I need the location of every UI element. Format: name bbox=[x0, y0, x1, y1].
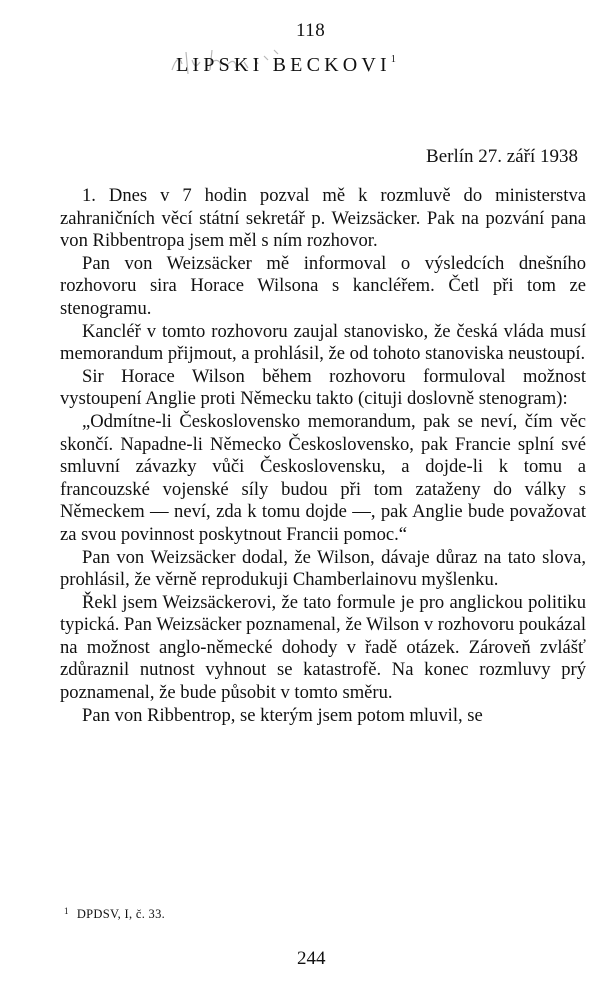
paragraph: Kancléř v tomto rozhovoru zaujal stanovisko, že česká vláda musí memorandum přijmout, a prohlásil, že od tohoto stanoviska neustoupí. bbox=[60, 320, 586, 365]
page-number: 118 bbox=[296, 20, 326, 41]
paragraph: Pan von Weizsäcker mě informoval o výsledcích dnešního rozhovoru sira Horace Wilsona s kancléřem. Četl při tom ze stenogramu. bbox=[60, 252, 586, 319]
title-footnote-mark: 1 bbox=[390, 54, 396, 65]
footnote-mark: 1 bbox=[64, 906, 69, 916]
paragraph: 1. Dnes v 7 hodin pozval mě k rozmluvě do ministerstva zahraničních věcí státní sekretář p. Weizsäcker. Pak na pozvání pana von Ribbentropa jsem měl s ním rozhovor. bbox=[60, 185, 586, 252]
footnote bbox=[64, 906, 165, 922]
paragraph: „Odmítne-li Československo memorandum, pak se neví, čím věc skončí. Napadne-li Německo Československo, pak Francie splní své smluvní závazky vůči Československu, a dojde-li k tomu a francouzské vojenské síly budou při tom zataženy do války s Německem — neví, zda k tomu dojde —, pak Anglie bude považovat za svou povinnost poskytnout Francii pomoc.“ bbox=[60, 410, 586, 545]
letter-title-text: LIPSKI BECKOVI bbox=[176, 54, 391, 76]
paragraph: Řekl jsem Weizsäckerovi, že tato formule je pro anglickou politiku typická. Pan Weizsäcker poznamenal, že Wilson v rozhovoru poukázal na možnost anglo-německé dohody v řadě otázek. Zároveň zvlášť zdůraznil nutnost vyhnout se katastrofě. Na konec rozmluvy prý poznamenal, že bude působit v tomto směru. bbox=[60, 591, 586, 704]
paragraph: Pan von Ribbentrop, se kterým jsem potom mluvil, se bbox=[82, 704, 483, 726]
footnote-text: DPDSV, I, č. 33. bbox=[76, 907, 166, 921]
paragraph: Sir Horace Wilson během rozhovoru formuloval možnost vystoupení Anglie proti Německu takto (cituji doslovně stenogram): bbox=[60, 365, 586, 410]
dateline: Berlín 27. září 1938 bbox=[426, 146, 578, 167]
folio-number: 244 bbox=[297, 948, 326, 969]
paragraph: Pan von Weizsäcker dodal, že Wilson, dávaje důraz na tato slova, prohlásil, že věrně reprodukuji Chamberlainovu myšlenku. bbox=[60, 546, 586, 591]
letter-body bbox=[60, 185, 586, 727]
letter-title bbox=[176, 54, 396, 77]
